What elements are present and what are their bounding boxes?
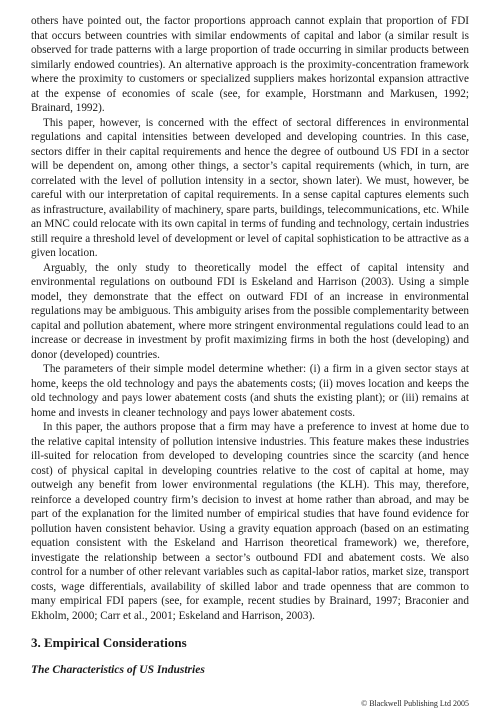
page-body bbox=[31, 14, 469, 678]
section-heading: 3. Empirical Considerations bbox=[31, 635, 187, 650]
paragraph-eskeland-harrison: Arguably, the only study to theoretically model the effect of capital intensity and environmental regulations on outbound FDI is Eskeland and Harrison (2003). Using a simple model, they demonstrate that the effect on outward FDI of an increase in environmental regulations may be ambiguous. This ambiguity arises from the possible complementarity between capital and pollution abatement, where more stringent environmental regulations could lead to an increase or decrease in investment by profit maximizing firms in both the host (developing) and donor (developed) countries. bbox=[31, 261, 469, 361]
paragraph-continuation: others have pointed out, the factor proportions approach cannot explain that proportion of FDI that occurs between countries with similar endowments of capital and labor (a similar result is observed for trade patterns with a large proportion of trade occurring in similar products between similarly endowed countries). An alternative approach is the proximity-concentration framework where the proximity to customers or specialized suppliers makes horizontal expansion attractive at the expense of economies of scale (see, for example, Horstmann and Markusen, 1992; Brainard, 1992). bbox=[31, 15, 469, 114]
paragraph-model-parameters: The parameters of their simple model determine whether: (i) a firm in a given sector stays at home, keeps the old technology and pays the abatements costs; (ii) moves location and keeps the old technology and pays lower abatement costs (and shuts the existing plant); or (iii) remains at home and invests in cleaner technology and pays lower abatement costs. bbox=[31, 363, 469, 419]
paragraph-authors-proposal: In this paper, the authors propose that a firm may have a preference to invest at home due to the relative capital intensity of pollution intensive industries. This feature makes these industries ill-suited for relocation from developed to developing countries since the scarcity (and hence cost) of physical capital in developing countries relative to the cost of capital at home, may outweigh any benefit from lower environmental regulations (the KLH). This may, therefore, reinforce a developed country firm’s decision to invest at home rather than abroad, and may be part of the explanation for the limited number of empirical studies that have found evidence for pollution haven consistent behavior. Using a gravity equation approach (based on an estimating equation consistent with the Eskeland and Harrison theoretical framework) we, therefore, investigate the relationship between a sector’s outbound FDI and abatement costs. We also control for a number of other relevant variables such as capital-labor ratios, market size, transport costs, wage differentials, availability of skilled labor and trade openness that are common to many empirical FDI papers (see, for example, recent studies by Brainard, 1997; Braconier and Ekholm, 2000; Carr et al., 2001; Eskeland and Harrison, 2003). bbox=[31, 421, 469, 622]
copyright-footer: © Blackwell Publishing Ltd 2005 bbox=[361, 699, 469, 708]
paragraph-sectoral-differences: This paper, however, is concerned with the effect of sectoral differences in environmental regulations and capital intensities between developed and developing countries. In this case, sectors differ in their capital requirements and hence the degree of outbound US FDI in a sector will be dependent on, among other things, a sector’s capital requirements (which, in turn, are correlated with the level of pollution intensity in a sector, shown later). We must, however, be careful with our interpretation of capital requirements. In a sense capital captures elements such as infrastructure, availability of machinery, spare parts, buildings, telecommunications, etc. While an MNC could relocate with its own capital in terms of funding and technology, certain industries still require a threshold level of development or level of capital sophistication to be attractive as a given location. bbox=[31, 116, 469, 259]
subsection-heading: The Characteristics of US Industries bbox=[31, 664, 205, 676]
